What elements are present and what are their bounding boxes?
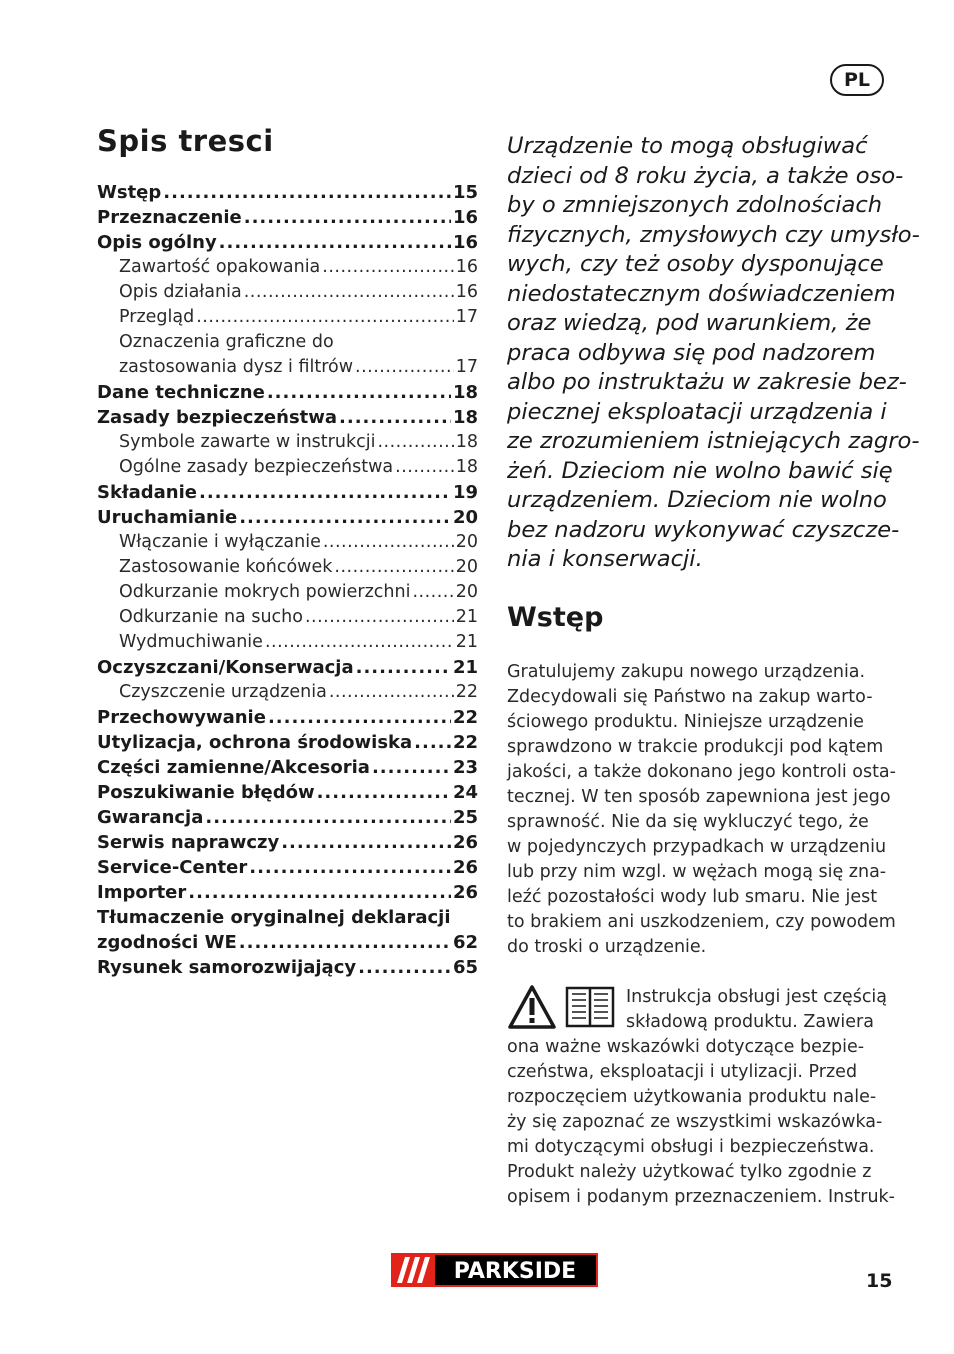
toc-entry-page: 21	[455, 607, 478, 627]
toc-leader-dots	[414, 732, 451, 753]
parkside-logo	[391, 1253, 598, 1287]
toc-entry-page: 18	[452, 382, 478, 403]
notice-line: Instrukcja obsługi jest częścią	[626, 987, 888, 1007]
warning-line: dzieci od 8 roku życia, a także oso-	[507, 162, 904, 189]
toc-leader-dots	[323, 532, 454, 552]
intro-line: ściowego produktu. Niniejsze urządzenie	[507, 712, 864, 732]
intro-line: Zdecydowali się Państwo na zakup warto-	[507, 687, 873, 707]
intro-line: to brakiem ani uszkodzeniem, czy powodem	[507, 912, 896, 932]
toc-entry-text: Wydmuchiwanie	[119, 632, 263, 652]
toc-entry-page: 16	[452, 232, 478, 253]
toc-entry	[97, 957, 478, 982]
toc-entry-text: Symbole zawarte w instrukcji	[119, 432, 376, 452]
toc-entry-page: 62	[452, 932, 478, 953]
toc-entry-page: 16	[455, 257, 478, 277]
toc-entry	[97, 632, 478, 657]
toc-entry	[97, 257, 478, 282]
toc-entry-text: Opis działania	[119, 282, 242, 302]
toc-leader-dots	[239, 507, 451, 528]
toc-entry	[97, 332, 478, 357]
intro-line: tecznej. W ten sposób zapewniona jest jego	[507, 787, 891, 807]
toc-entry	[97, 507, 478, 532]
toc-entry	[97, 782, 478, 807]
toc-entry	[97, 607, 478, 632]
toc-entry-page: 22	[455, 682, 478, 702]
toc-leader-dots	[356, 657, 451, 678]
toc-title: Spis tresci	[97, 124, 274, 158]
toc-leader-dots	[372, 757, 451, 778]
warning-line: urządzeniem. Dzieciom nie wolno	[507, 487, 887, 513]
notice-line: Produkt należy użytkować tylko zgodnie z	[507, 1162, 872, 1182]
toc-entry-page: 17	[455, 307, 478, 327]
toc-entry	[97, 557, 478, 582]
toc-entry	[97, 532, 478, 557]
notice-line: czeństwa, eksploatacji i utylizacji. Przed	[507, 1062, 858, 1082]
toc-entry-text: Części zamienne/Akcesoria	[97, 757, 370, 778]
toc-entry-text: Rysunek samorozwijający	[97, 957, 357, 978]
toc-entry-text: Przegląd	[119, 307, 195, 327]
notice-line: mi dotyczącymi obsługi i bezpieczeństwa.	[507, 1137, 875, 1157]
warning-line: praca odbywa się pod nadzorem	[507, 339, 876, 366]
toc-entry-text: Przechowywanie	[97, 707, 266, 728]
toc-leader-dots	[268, 707, 451, 728]
toc-entry-page: 16	[452, 207, 478, 228]
toc-entry-text: Zasady bezpieczeństwa	[97, 407, 338, 428]
toc-leader-dots	[358, 957, 451, 978]
intro-line: do troski o urządzenie.	[507, 937, 707, 957]
toc-entry-page: 26	[452, 882, 478, 903]
toc-entry-text: Czyszczenie urządzenia	[119, 682, 327, 702]
toc-entry-text: Importer	[97, 882, 187, 903]
warning-line: wych, czy też osoby dysponujące	[507, 251, 884, 277]
toc-entry-text: Poszukiwanie błędów	[97, 782, 315, 803]
warning-line: bez nadzoru wykonywać czyszcze-	[507, 516, 900, 543]
toc-entry-text: zastosowania dysz i filtrów	[119, 357, 354, 377]
warning-line: by o zmniejszonych zdolnościach	[507, 192, 883, 218]
notice-line: składową produktu. Zawiera	[626, 1012, 874, 1032]
toc-entry-page: 16	[455, 282, 478, 302]
toc-entry	[97, 382, 478, 407]
toc-entry-page: 22	[452, 707, 478, 728]
intro-line: Gratulujemy zakupu nowego urządzenia.	[507, 662, 866, 682]
toc-entry-text: Utylizacja, ochrona środowiska	[97, 732, 413, 753]
warning-line: niedostatecznym doświadczeniem	[507, 280, 896, 307]
children-safety-warning	[507, 132, 920, 575]
toc-entry-page: 25	[452, 807, 478, 828]
notice-line: ona ważne wskazówki dotyczące bezpie-	[507, 1037, 865, 1057]
toc-entry-page: 20	[455, 557, 478, 577]
toc-entry	[97, 857, 478, 882]
toc-entry-page: 24	[452, 782, 478, 803]
toc-leader-dots	[267, 382, 451, 403]
toc-entry-page: 18	[455, 432, 478, 452]
intro-line: sprawność. Nie da się wykluczyć tego, że	[507, 812, 869, 832]
toc-entry-text: Opis ogólny	[97, 232, 217, 253]
intro-paragraph	[507, 660, 902, 960]
toc-entry-text: Dane techniczne	[97, 382, 265, 403]
intro-line: jakości, a także dokonano jego kontroli osta-	[507, 762, 896, 782]
notice-line: rozpoczęciem użytkowania produktu nale-	[507, 1087, 877, 1107]
toc-entry-page: 22	[452, 732, 478, 753]
toc-entry	[97, 307, 478, 332]
notice-line: ży się zapoznać ze wszystkimi wskazówka-	[507, 1112, 883, 1132]
toc-entry-page: 17	[455, 357, 478, 377]
toc-entry-page: 20	[455, 582, 478, 602]
table-of-contents	[97, 182, 478, 982]
toc-leader-dots	[355, 357, 454, 377]
toc-entry	[97, 407, 478, 432]
toc-entry	[97, 932, 478, 957]
toc-entry-page: 26	[452, 832, 478, 853]
toc-entry-text: zgodności WE	[97, 932, 237, 953]
intro-title: Wstęp	[507, 602, 604, 633]
warning-line: piecznej eksploatacji urządzenia i	[507, 398, 887, 425]
toc-entry	[97, 732, 478, 757]
toc-entry-page: 18	[452, 407, 478, 428]
toc-leader-dots	[322, 257, 453, 277]
toc-entry	[97, 282, 478, 307]
toc-entry	[97, 207, 478, 232]
toc-entry	[97, 707, 478, 732]
toc-leader-dots	[265, 632, 454, 652]
intro-line: w pojedynczych przypadkach w urządzeniu	[507, 837, 887, 857]
toc-leader-dots	[196, 307, 454, 327]
toc-leader-dots	[199, 482, 451, 503]
toc-entry-text: Serwis naprawczy	[97, 832, 280, 853]
toc-entry	[97, 832, 478, 857]
toc-entry-text: Wstęp	[97, 182, 162, 203]
warning-line: żeń. Dzieciom nie wolno bawić się	[507, 457, 893, 484]
toc-entry-text: Odkurzanie na sucho	[119, 607, 303, 627]
toc-entry	[97, 807, 478, 832]
warning-line: oraz wiedzą, pod warunkiem, że	[507, 310, 872, 336]
toc-entry-text: Uruchamianie	[97, 507, 238, 528]
toc-entry	[97, 907, 478, 932]
toc-leader-dots	[239, 932, 451, 953]
toc-entry-page: 21	[455, 632, 478, 652]
toc-entry-page: 26	[452, 857, 478, 878]
toc-leader-dots	[249, 857, 451, 878]
toc-entry-text: Tłumaczenie oryginalnej deklaracji	[97, 907, 451, 928]
warning-line: fizycznych, zmysłowych czy umysło-	[507, 221, 920, 248]
toc-entry	[97, 682, 478, 707]
toc-leader-dots	[219, 232, 451, 253]
toc-entry-text: Service-Center	[97, 857, 248, 878]
notice-line: opisem i podanym przeznaczeniem. Instruk-	[507, 1187, 895, 1207]
toc-entry-page: 23	[452, 757, 478, 778]
toc-entry-page: 20	[452, 507, 478, 528]
page-number: 15	[866, 1270, 893, 1292]
warning-line: nia i konserwacji.	[507, 546, 703, 572]
toc-leader-dots	[281, 832, 451, 853]
intro-line: sprawdzono w trakcie produkcji pod kątem	[507, 737, 884, 757]
toc-entry	[97, 757, 478, 782]
warning-line: Urządzenie to mogą obsługiwać	[507, 133, 868, 159]
toc-entry-text: Gwarancja	[97, 807, 204, 828]
intro-line: leźć pozostałości wody lub smaru. Nie jest	[507, 887, 878, 907]
toc-leader-dots	[244, 282, 454, 302]
toc-entry-page: 21	[452, 657, 478, 678]
manual-notice	[507, 985, 902, 1210]
toc-entry	[97, 232, 478, 257]
brand-name: PARKSIDE	[453, 1259, 577, 1284]
toc-entry	[97, 482, 478, 507]
toc-leader-dots	[317, 782, 451, 803]
toc-entry-page: 18	[455, 457, 478, 477]
toc-entry	[97, 457, 478, 482]
toc-entry-page: 19	[452, 482, 478, 503]
toc-leader-dots	[395, 457, 454, 477]
toc-entry	[97, 432, 478, 457]
toc-entry-text: Składanie	[97, 482, 197, 503]
toc-entry	[97, 657, 478, 682]
toc-entry	[97, 582, 478, 607]
toc-leader-dots	[163, 182, 451, 203]
toc-entry	[97, 357, 478, 382]
toc-entry	[97, 882, 478, 907]
intro-line: lub przy nim wzgl. w wężach mogą się zna-	[507, 862, 887, 882]
toc-entry-text: Ogólne zasady bezpieczeństwa	[119, 457, 394, 477]
toc-entry-text: Oznaczenia graficzne do	[119, 332, 334, 352]
toc-entry-text: Oczyszczani/Konserwacja	[97, 657, 354, 678]
warning-line: ze zrozumieniem istniejących zagro-	[507, 428, 920, 454]
toc-entry-page: 20	[455, 532, 478, 552]
toc-leader-dots	[188, 882, 451, 903]
toc-leader-dots	[244, 207, 451, 228]
toc-entry-text: Zawartość opakowania	[119, 257, 321, 277]
toc-leader-dots	[329, 682, 454, 702]
toc-entry-text: Włączanie i wyłączanie	[119, 532, 321, 552]
toc-leader-dots	[334, 557, 453, 577]
warning-line: albo po instruktażu w zakresie bez-	[507, 369, 907, 395]
toc-entry-text: Przeznaczenie	[97, 207, 242, 228]
toc-leader-dots	[377, 432, 453, 452]
language-badge: PL	[830, 64, 884, 96]
toc-leader-dots	[305, 607, 454, 627]
toc-leader-dots	[205, 807, 451, 828]
toc-entry-text: Zastosowanie końcówek	[119, 557, 333, 577]
toc-entry-page: 15	[452, 182, 478, 203]
toc-entry-page: 65	[452, 957, 478, 978]
toc-leader-dots	[339, 407, 451, 428]
toc-leader-dots	[412, 582, 453, 602]
toc-entry-text: Odkurzanie mokrych powierzchni	[119, 582, 411, 602]
toc-entry	[97, 182, 478, 207]
